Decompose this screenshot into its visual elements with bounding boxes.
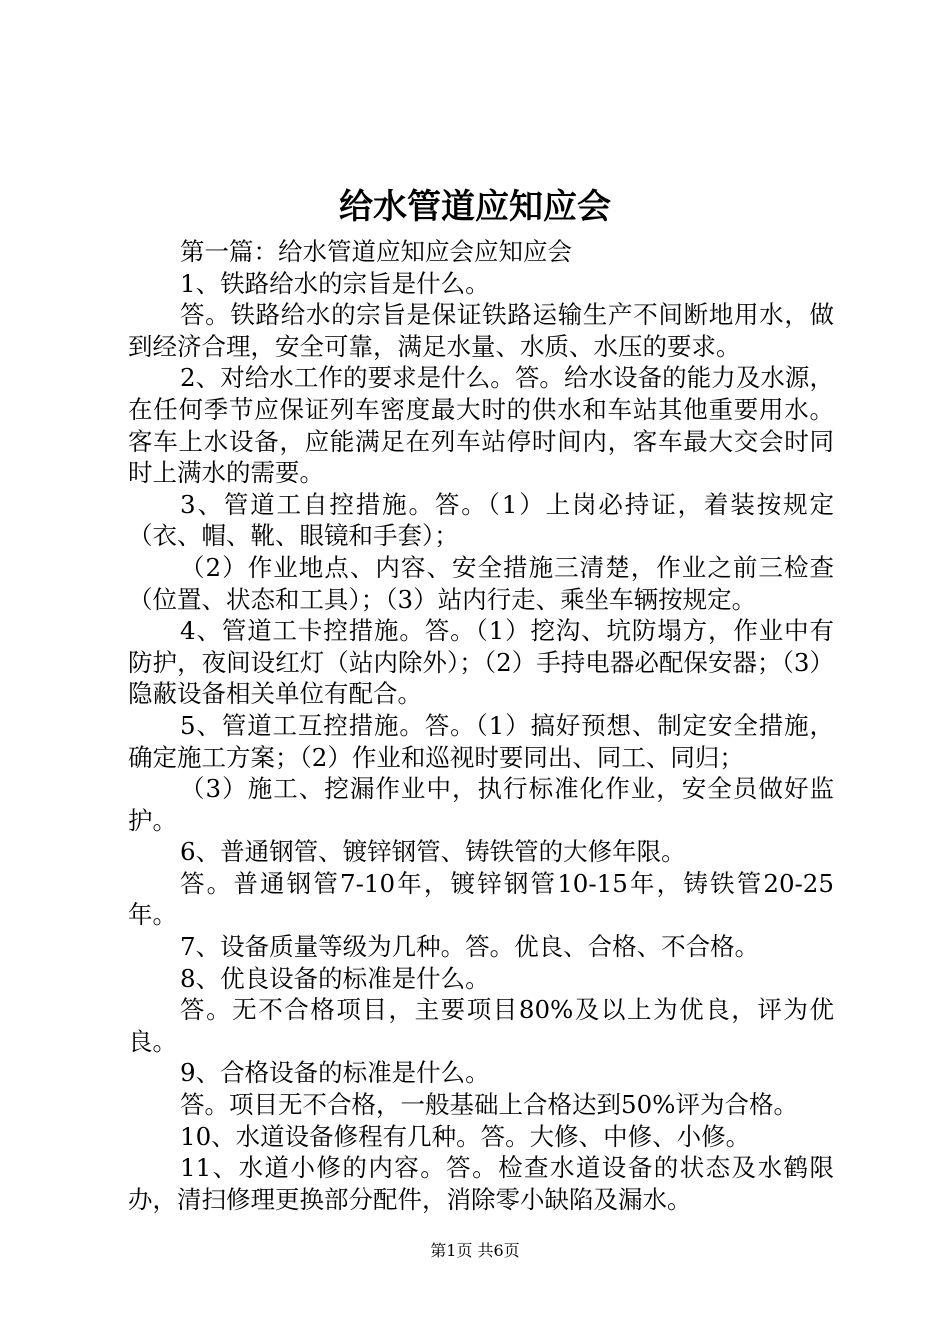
page-footer: 第1页 共6页 — [430, 1241, 520, 1260]
question-answer-7: 7、设备质量等级为几种。答。优良、合格、不合格。 — [180, 932, 760, 962]
answer-6: 答。普通钢管7-10年，镀锌钢管10-15年，铸铁管20-25年。 — [128, 868, 834, 930]
question-answer-10: 10、水道设备修程有几种。答。大修、中修、小修。 — [180, 1121, 751, 1151]
section-heading: 第一篇：给水管道应知应会应知应会 — [180, 237, 572, 266]
answer-5-continued: （3）施工、挖漏作业中，执行标准化作业，安全员做好监护。 — [128, 774, 834, 835]
question-9: 9、合格设备的标准是什么。 — [180, 1058, 490, 1088]
question-answer-2: 2、对给水工作的要求是什么。答。给水设备的能力及水源，在任何季节应保证列车密度最大时的供水和车站其他重要用水。客车上水设备，应能满足在列车站停时间内，客车最大交会时同时上满水的需要。 — [128, 363, 834, 488]
question-answer-4: 4、管道工卡控措施。答。（1）挖沟、坑防塌方，作业中有防护，夜间设红灯（站内除外）；（2）手持电器必配保安器；（3）隐蔽设备相关单位有配合。 — [128, 616, 834, 709]
question-8: 8、优良设备的标准是什么。 — [180, 963, 490, 993]
answer-1: 答。铁路给水的宗旨是保证铁路运输生产不间断地用水，做到经济合理，安全可靠，满足水量、水质、水压的要求。 — [128, 300, 834, 361]
document-title: 给水管道应知应会 — [339, 187, 611, 227]
question-answer-3: 3、管道工自控措施。答。（1）上岗必持证，着装按规定（衣、帽、靴、眼镜和手套）； — [128, 489, 834, 551]
question-1: 1、铁路给水的宗旨是什么。 — [180, 268, 490, 298]
question-answer-11: 11、水道小修的内容。答。检查水道设备的状态及水鹤限办，清扫修理更换部分配件，消除零小缺陷及漏水。 — [128, 1153, 834, 1214]
question-6: 6、普通钢管、镀锌钢管、铸铁管的大修年限。 — [180, 837, 686, 867]
answer-8: 答。无不合格项目，主要项目80%及以上为优良，评为优良。 — [128, 995, 834, 1056]
answer-9: 答。项目无不合格，一般基础上合格达到50%评为合格。 — [180, 1090, 798, 1120]
answer-3-continued: （2）作业地点、内容、安全措施三清楚，作业之前三检查（位置、状态和工具）；（3）站内行走、乘坐车辆按规定。 — [128, 552, 834, 614]
question-answer-5: 5、管道工互控措施。答。（1）搞好预想、制定安全措施，确定施工方案；（2）作业和巡视时要同出、同工、同归； — [128, 710, 834, 772]
document-body — [128, 236, 834, 1215]
